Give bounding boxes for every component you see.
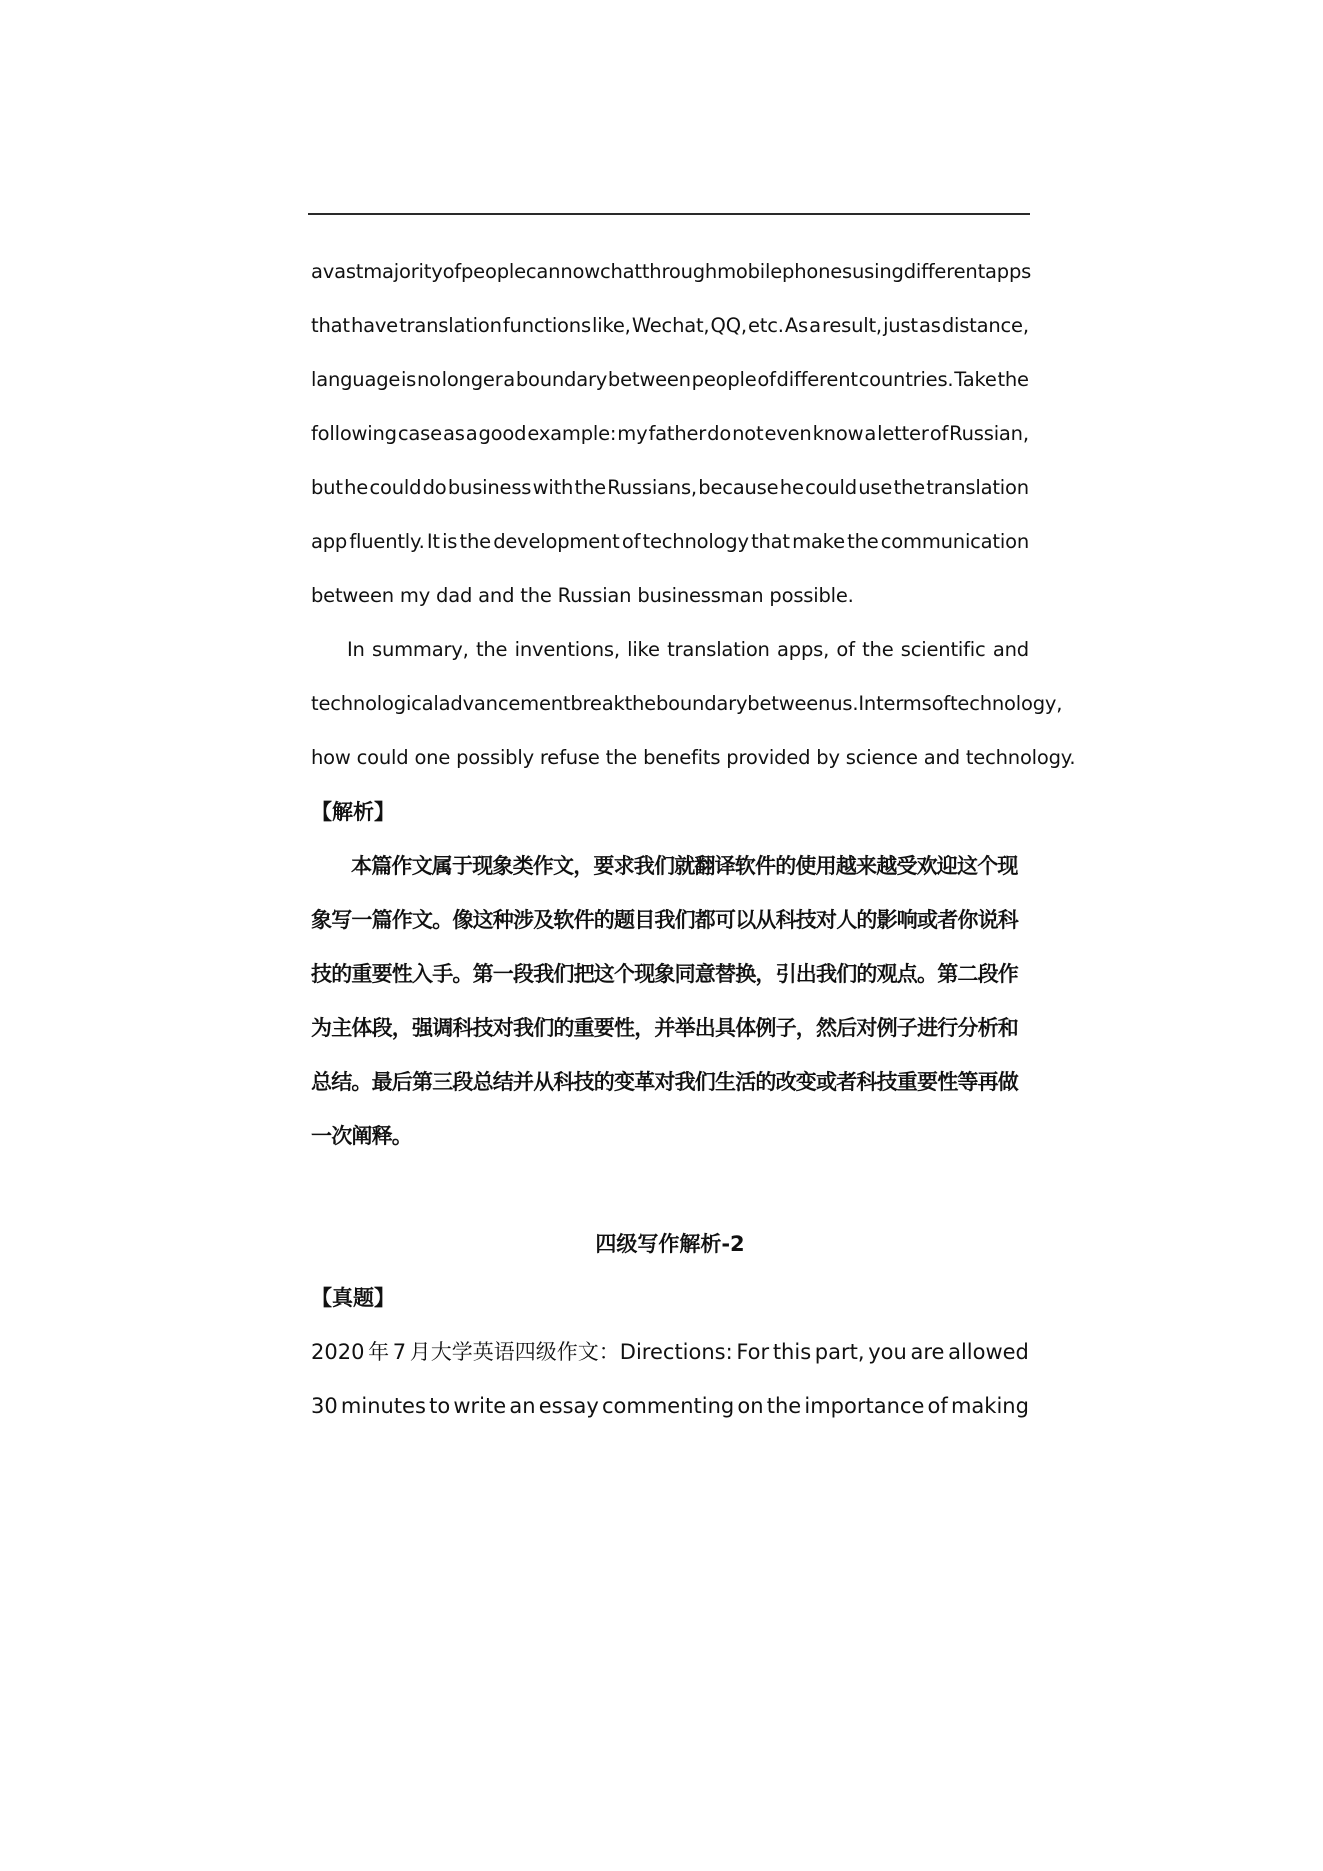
essay-line: between my dad and the Russian businessman possible. — [311, 584, 854, 607]
word: because — [698, 476, 779, 499]
word: of — [442, 260, 461, 283]
word: through — [641, 260, 718, 283]
word: good — [478, 422, 527, 445]
word: do — [707, 422, 732, 445]
word: advancement — [438, 692, 571, 715]
word: As — [784, 314, 808, 337]
question-line — [311, 1334, 1029, 1388]
word: between — [747, 692, 831, 715]
word: is — [400, 368, 417, 391]
word: write — [453, 1394, 507, 1418]
word: minutes — [340, 1394, 426, 1418]
word: he — [779, 476, 804, 499]
word: chat — [599, 260, 642, 283]
word: letter — [877, 422, 929, 445]
word: making — [950, 1394, 1029, 1418]
essay-line — [311, 362, 1029, 416]
word: are — [910, 1340, 945, 1364]
word: of — [757, 368, 776, 391]
word: longer — [441, 368, 503, 391]
word: 30 — [311, 1394, 338, 1418]
word: the — [862, 638, 894, 661]
word: boundary — [655, 692, 748, 715]
word: but — [311, 476, 343, 499]
word: essay — [538, 1394, 599, 1418]
word: like — [627, 638, 660, 661]
word: people — [691, 368, 757, 391]
analysis-heading: 【解析】 — [311, 800, 395, 824]
essay-line — [311, 470, 1029, 524]
word: use — [858, 476, 893, 499]
word: of — [621, 530, 641, 553]
word: just — [883, 314, 918, 337]
word: boundary — [515, 368, 608, 391]
question-paragraph — [311, 1334, 1029, 1442]
word: It — [426, 530, 440, 553]
word: the — [766, 1394, 802, 1418]
word: Russians, — [607, 476, 697, 499]
word: the — [624, 692, 656, 715]
word: In — [347, 638, 365, 661]
word: commenting — [601, 1394, 735, 1418]
word: importance — [804, 1394, 925, 1418]
word: could — [369, 476, 422, 499]
word: he — [344, 476, 369, 499]
word: apps, — [777, 638, 830, 661]
word: inventions, — [514, 638, 620, 661]
word: In — [858, 692, 877, 715]
word: apps — [985, 260, 1032, 283]
essay-paragraph-2 — [311, 632, 1076, 794]
word: as — [918, 314, 941, 337]
word: like, — [592, 314, 631, 337]
word: terms — [876, 692, 932, 715]
word: distance, — [941, 314, 1029, 337]
essay-line: how could one possibly refuse the benefits provided by science and technology. — [311, 746, 1076, 769]
word: my — [617, 422, 648, 445]
word: us. — [830, 692, 859, 715]
analysis-line: 为主体段，强调科技对我们的重要性，并举出具体例子，然后对例子进行分析和 — [311, 1016, 1018, 1040]
word: the — [475, 638, 508, 661]
word: now — [560, 260, 600, 283]
word: of — [836, 638, 855, 661]
word: and — [992, 638, 1029, 661]
section-title: 四级写作解析-2 — [595, 1232, 745, 1256]
word: 7 — [392, 1340, 407, 1364]
word: translation — [926, 476, 1029, 499]
essay-line — [311, 416, 1029, 470]
word: that — [751, 530, 790, 553]
word: this — [772, 1340, 812, 1364]
word: that — [311, 314, 350, 337]
word: different — [776, 368, 858, 391]
word: an — [509, 1394, 536, 1418]
word: 2020 — [311, 1340, 365, 1364]
word: development — [493, 530, 620, 553]
word: a — [503, 368, 516, 391]
word: no — [416, 368, 441, 391]
word: do — [422, 476, 447, 499]
word: know — [812, 422, 864, 445]
word: is — [442, 530, 458, 553]
word: example: — [527, 422, 617, 445]
analysis-line: 本篇作文属于现象类作文，要求我们就翻译软件的使用越来越受欢迎这个现 — [351, 854, 1018, 878]
word: father — [648, 422, 707, 445]
question-heading: 【真题】 — [311, 1286, 395, 1310]
word: result, — [821, 314, 882, 337]
word: scientific — [900, 638, 986, 661]
word: on — [737, 1394, 764, 1418]
word: the — [893, 476, 925, 499]
word: the — [997, 368, 1029, 391]
word: phones — [782, 260, 853, 283]
word: as — [442, 422, 465, 445]
word: the — [459, 530, 491, 553]
word: allowed — [948, 1340, 1029, 1364]
word: a — [809, 314, 821, 337]
word: following — [311, 422, 397, 445]
word: could — [805, 476, 857, 499]
word: app — [311, 530, 348, 553]
word: even — [764, 422, 812, 445]
section-spacer — [311, 1172, 1029, 1226]
word: different — [903, 260, 986, 283]
word: a — [465, 422, 478, 445]
word: people — [460, 260, 526, 283]
word: of — [927, 1394, 948, 1418]
word: language — [311, 368, 401, 391]
analysis-paragraph — [311, 848, 1029, 1172]
page-content — [311, 254, 1076, 1442]
word: technology — [642, 530, 749, 553]
word: a — [864, 422, 877, 445]
word: Wechat, — [631, 314, 710, 337]
essay-line — [311, 308, 1029, 362]
word: break — [570, 692, 625, 715]
essay-line — [311, 254, 1032, 308]
essay-paragraph-1 — [311, 254, 1032, 632]
word: of — [929, 422, 949, 445]
word: of — [931, 692, 950, 715]
word: majority — [363, 260, 443, 283]
word: can — [525, 260, 561, 283]
word: etc. — [747, 314, 784, 337]
word: summary, — [372, 638, 469, 661]
header-rule — [308, 213, 1030, 215]
word: Take — [954, 368, 997, 391]
word: case — [397, 422, 442, 445]
word: not — [732, 422, 764, 445]
essay-line — [311, 686, 1063, 740]
analysis-line: 技的重要性入手。第一段我们把这个现象同意替换，引出我们的观点。第二段作 — [311, 962, 1018, 986]
word: fluently. — [349, 530, 425, 553]
word: mobile — [717, 260, 783, 283]
word: 月大学英语四级作文：Directions: — [409, 1340, 733, 1364]
word: 年 — [368, 1340, 390, 1364]
word: functions — [502, 314, 591, 337]
analysis-line: 一次阐释。 — [311, 1124, 412, 1148]
word: to — [429, 1394, 451, 1418]
essay-line — [311, 524, 1029, 578]
word: between — [607, 368, 691, 391]
word: QQ, — [710, 314, 747, 337]
word: the — [847, 530, 879, 553]
word: the — [574, 476, 606, 499]
word: technological — [311, 692, 439, 715]
word: you — [868, 1340, 907, 1364]
word: vast — [322, 260, 364, 283]
word: Russian, — [949, 422, 1029, 445]
word: business — [447, 476, 532, 499]
word: For — [736, 1340, 770, 1364]
word: with — [532, 476, 574, 499]
word: using — [852, 260, 904, 283]
word: translation — [399, 314, 502, 337]
word: countries. — [858, 368, 954, 391]
word: make — [792, 530, 845, 553]
word: part, — [814, 1340, 865, 1364]
word: a — [311, 260, 323, 283]
word: communication — [880, 530, 1029, 553]
essay-line — [311, 632, 1029, 686]
question-line — [311, 1388, 1029, 1442]
word: translation — [667, 638, 770, 661]
analysis-line: 总结。最后第三段总结并从科技的变革对我们生活的改变或者科技重要性等再做 — [311, 1070, 1018, 1094]
word: have — [350, 314, 398, 337]
analysis-line: 象写一篇作文。像这种涉及软件的题目我们都可以从科技对人的影响或者你说科 — [311, 908, 1018, 932]
word: technology, — [949, 692, 1063, 715]
